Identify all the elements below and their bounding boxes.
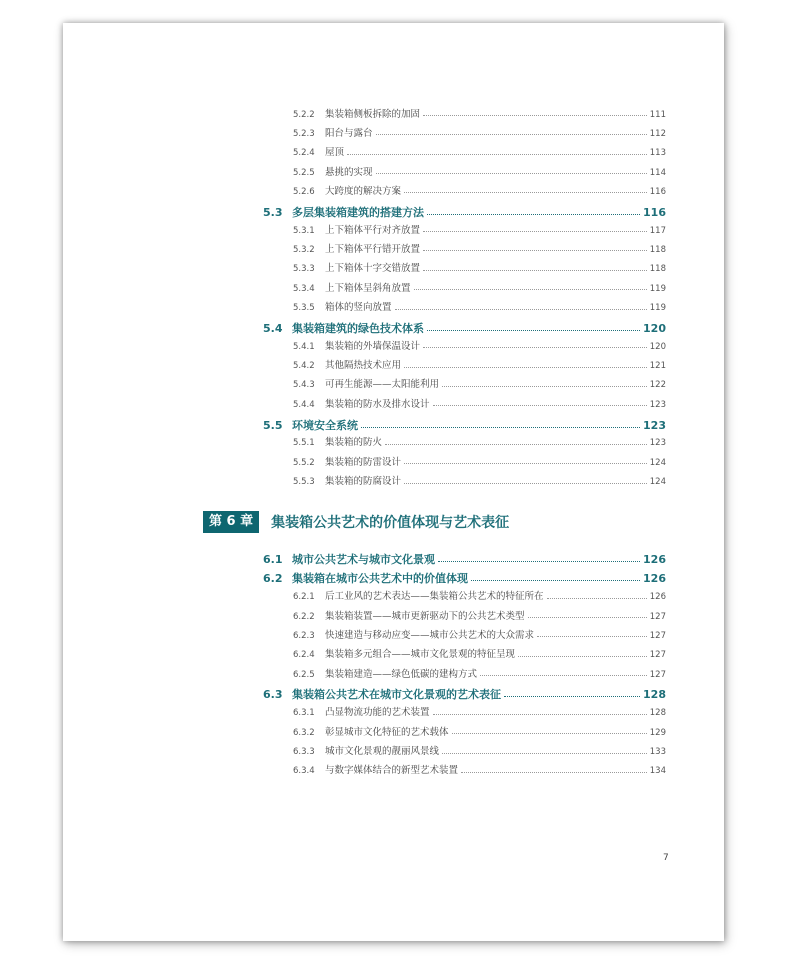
toc-subsection-entry [293, 260, 666, 274]
entry-title: 可再生能源——太阳能利用 [325, 379, 440, 391]
chapter-title: 集装箱公共艺术的价值体现与艺术表征 [271, 515, 510, 531]
entry-number: 5.2.3 [293, 128, 315, 139]
entry-title: 城市公共艺术与城市文化景观 [292, 553, 435, 566]
entry-number: 5.4.3 [293, 380, 315, 391]
entry-title: 集装箱装置——城市更新驱动下的公共艺术类型 [325, 610, 525, 622]
entry-title: 后工业风的艺术表达——集装箱公共艺术的特征所在 [325, 591, 544, 603]
dot-leader [414, 289, 647, 290]
dot-leader [518, 656, 647, 657]
dot-leader [504, 696, 640, 697]
dot-leader [423, 231, 647, 232]
entry-number: 5.2.6 [293, 186, 315, 197]
dot-leader [452, 733, 647, 734]
entry-title: 集装箱侧板拆除的加固 [325, 108, 421, 120]
toc-subsection-entry [293, 588, 666, 602]
document-page [63, 23, 724, 941]
dot-leader [361, 427, 640, 428]
dot-leader [442, 753, 647, 754]
dot-leader [438, 561, 640, 562]
entry-title: 悬挑的实现 [325, 166, 373, 178]
entry-number: 6.3.2 [293, 727, 315, 738]
dot-leader [395, 309, 647, 310]
toc-subsection-entry [293, 240, 666, 254]
dot-leader [547, 598, 647, 599]
toc-subsection-entry [293, 357, 666, 371]
entry-title: 集装箱在城市公共艺术中的价值体现 [292, 572, 468, 586]
entry-number: 5.2.4 [293, 148, 315, 159]
toc-subsection-entry [293, 221, 666, 235]
toc-subsection-entry [293, 646, 666, 660]
entry-title: 其他隔热技术应用 [325, 360, 402, 372]
entry-page: 128 [649, 708, 666, 719]
entry-number: 5.3.3 [293, 264, 315, 275]
toc-subsection-entry [293, 376, 666, 390]
entry-title: 凸显物流功能的艺术装置 [325, 707, 430, 719]
toc-subsection-entry [293, 163, 666, 177]
toc-section-entry [263, 568, 666, 584]
entry-page: 117 [649, 225, 666, 236]
page-number: 7 [663, 853, 669, 863]
dot-leader [433, 714, 647, 715]
entry-page: 111 [649, 109, 666, 120]
toc-subsection-entry [293, 762, 666, 776]
entry-number: 5.3.5 [293, 303, 315, 313]
entry-number: 5.2.5 [293, 167, 315, 178]
toc-subsection-entry [293, 626, 666, 640]
entry-number: 5.3.4 [293, 283, 315, 294]
toc-subsection-entry [293, 607, 666, 621]
dot-leader [347, 154, 647, 155]
table-of-contents [63, 23, 724, 941]
entry-title: 集装箱多元组合——城市文化景观的特征呈现 [325, 649, 516, 661]
toc-subsection-entry [293, 144, 666, 158]
entry-title: 多层集装箱建筑的搭建方法 [292, 205, 424, 219]
entry-page: 127 [649, 611, 666, 622]
entry-number: 6.3.1 [293, 708, 315, 719]
dot-leader [423, 347, 647, 348]
entry-title: 集装箱的防水及排水设计 [325, 398, 430, 410]
dot-leader [461, 772, 647, 773]
entry-number: 5.3.1 [293, 225, 315, 236]
entry-page: 126 [643, 572, 666, 586]
entry-title: 上下箱体平行对齐放置 [325, 224, 421, 236]
entry-page: 126 [643, 553, 666, 566]
dot-leader [404, 367, 647, 368]
entry-title: 集装箱的外墙保温设计 [325, 340, 421, 352]
dot-leader [427, 214, 640, 215]
entry-title: 集装箱的防火 [325, 437, 383, 449]
toc-section-entry [263, 318, 666, 334]
entry-title: 集装箱公共艺术在城市文化景观的艺术表征 [292, 688, 501, 702]
entry-page: 118 [649, 264, 666, 275]
dot-leader [404, 463, 647, 464]
toc-subsection-entry [293, 337, 666, 351]
toc-section-entry [263, 549, 666, 565]
entry-page: 114 [649, 167, 666, 178]
entry-page: 126 [649, 592, 666, 603]
entry-page: 124 [649, 477, 666, 488]
entry-number: 5.3.2 [293, 244, 315, 255]
entry-title: 屋顶 [325, 147, 345, 159]
entry-page: 119 [649, 283, 666, 294]
entry-number: 5.4.2 [293, 361, 315, 372]
entry-page: 120 [643, 321, 666, 335]
entry-title: 大跨度的解决方案 [325, 185, 402, 197]
entry-page: 128 [643, 688, 666, 702]
entry-number: 6.2.3 [293, 630, 315, 641]
entry-number: 6.2.5 [293, 669, 315, 680]
entry-number: 6.3 [263, 688, 283, 702]
toc-subsection-entry [293, 743, 666, 757]
toc-section-entry [263, 684, 666, 700]
entry-title: 集装箱建造——绿色低碳的建构方式 [325, 668, 478, 680]
entry-page: 124 [649, 457, 666, 468]
entry-page: 120 [649, 341, 666, 352]
entry-number: 5.5.2 [293, 457, 315, 468]
chapter-heading [203, 511, 509, 533]
entry-title: 彰显城市文化特征的艺术载体 [325, 726, 449, 738]
entry-page: 134 [649, 766, 666, 777]
entry-number: 6.1 [263, 553, 283, 566]
entry-number: 6.2 [263, 572, 283, 586]
entry-number: 5.4 [263, 321, 283, 335]
entry-title: 与数字媒体结合的新型艺术装置 [325, 765, 459, 777]
dot-leader [423, 115, 647, 116]
entry-number: 6.2.4 [293, 650, 315, 661]
entry-title: 集装箱的防雷设计 [325, 456, 402, 468]
toc-subsection-entry [293, 395, 666, 409]
entry-number: 5.5.3 [293, 477, 315, 488]
entry-title: 快速建造与移动应变——城市公共艺术的大众需求 [325, 629, 535, 641]
entry-page: 118 [649, 244, 666, 255]
entry-title: 集装箱建筑的绿色技术体系 [292, 321, 424, 335]
toc-subsection-entry [293, 299, 666, 313]
entry-title: 集装箱的防腐设计 [325, 476, 402, 488]
entry-number: 6.2.1 [293, 592, 315, 603]
entry-page: 119 [649, 303, 666, 313]
entry-title: 阳台与露台 [325, 127, 373, 139]
entry-title: 箱体的竖向放置 [325, 302, 392, 313]
chapter-badge: 第 6 章 [203, 511, 259, 533]
dot-leader [471, 580, 640, 581]
dot-leader [423, 270, 647, 271]
toc-subsection-entry [293, 704, 666, 718]
entry-page: 127 [649, 669, 666, 680]
entry-page: 112 [649, 128, 666, 139]
toc-section-entry [263, 202, 666, 218]
entry-title: 上下箱体十字交错放置 [325, 263, 421, 275]
entry-page: 122 [649, 380, 666, 391]
entry-page: 123 [649, 399, 666, 410]
entry-number: 6.3.4 [293, 766, 315, 777]
entry-page: 129 [649, 727, 666, 738]
dot-leader [385, 444, 647, 445]
toc-subsection-entry [293, 124, 666, 138]
entry-number: 5.3 [263, 205, 283, 219]
entry-number: 6.2.2 [293, 611, 315, 622]
entry-number: 5.5.1 [293, 438, 315, 449]
entry-page: 123 [649, 438, 666, 449]
entry-number: 5.5 [263, 418, 283, 432]
entry-title: 上下箱体平行错开放置 [325, 243, 421, 255]
toc-subsection-entry [293, 434, 666, 448]
entry-page: 121 [649, 361, 666, 372]
toc-subsection-entry [293, 453, 666, 467]
toc-section-entry [263, 415, 666, 431]
entry-page: 116 [649, 186, 666, 197]
entry-page: 123 [643, 418, 666, 432]
entry-page: 116 [643, 205, 666, 219]
toc-subsection-entry [293, 665, 666, 679]
toc-subsection-entry [293, 105, 666, 119]
entry-number: 6.3.3 [293, 747, 315, 757]
dot-leader [423, 250, 647, 251]
dot-leader [528, 617, 647, 618]
entry-page: 133 [649, 747, 666, 757]
entry-number: 5.4.4 [293, 399, 315, 410]
entry-page: 113 [649, 148, 666, 159]
dot-leader [537, 636, 647, 637]
entry-page: 127 [649, 630, 666, 641]
entry-title: 城市文化景观的靓丽风景线 [325, 746, 440, 757]
toc-subsection-entry [293, 279, 666, 293]
toc-subsection-entry [293, 723, 666, 737]
dot-leader [433, 405, 647, 406]
dot-leader [376, 173, 647, 174]
entry-page: 127 [649, 650, 666, 661]
toc-subsection-entry [293, 182, 666, 196]
entry-title: 上下箱体呈斜角放置 [325, 282, 411, 294]
entry-number: 5.2.2 [293, 109, 315, 120]
dot-leader [404, 483, 647, 484]
dot-leader [480, 675, 647, 676]
entry-number: 5.4.1 [293, 341, 315, 352]
dot-leader [404, 192, 647, 193]
toc-subsection-entry [293, 473, 666, 487]
dot-leader [427, 330, 640, 331]
entry-title: 环境安全系统 [292, 418, 358, 432]
dot-leader [442, 386, 647, 387]
dot-leader [376, 134, 647, 135]
